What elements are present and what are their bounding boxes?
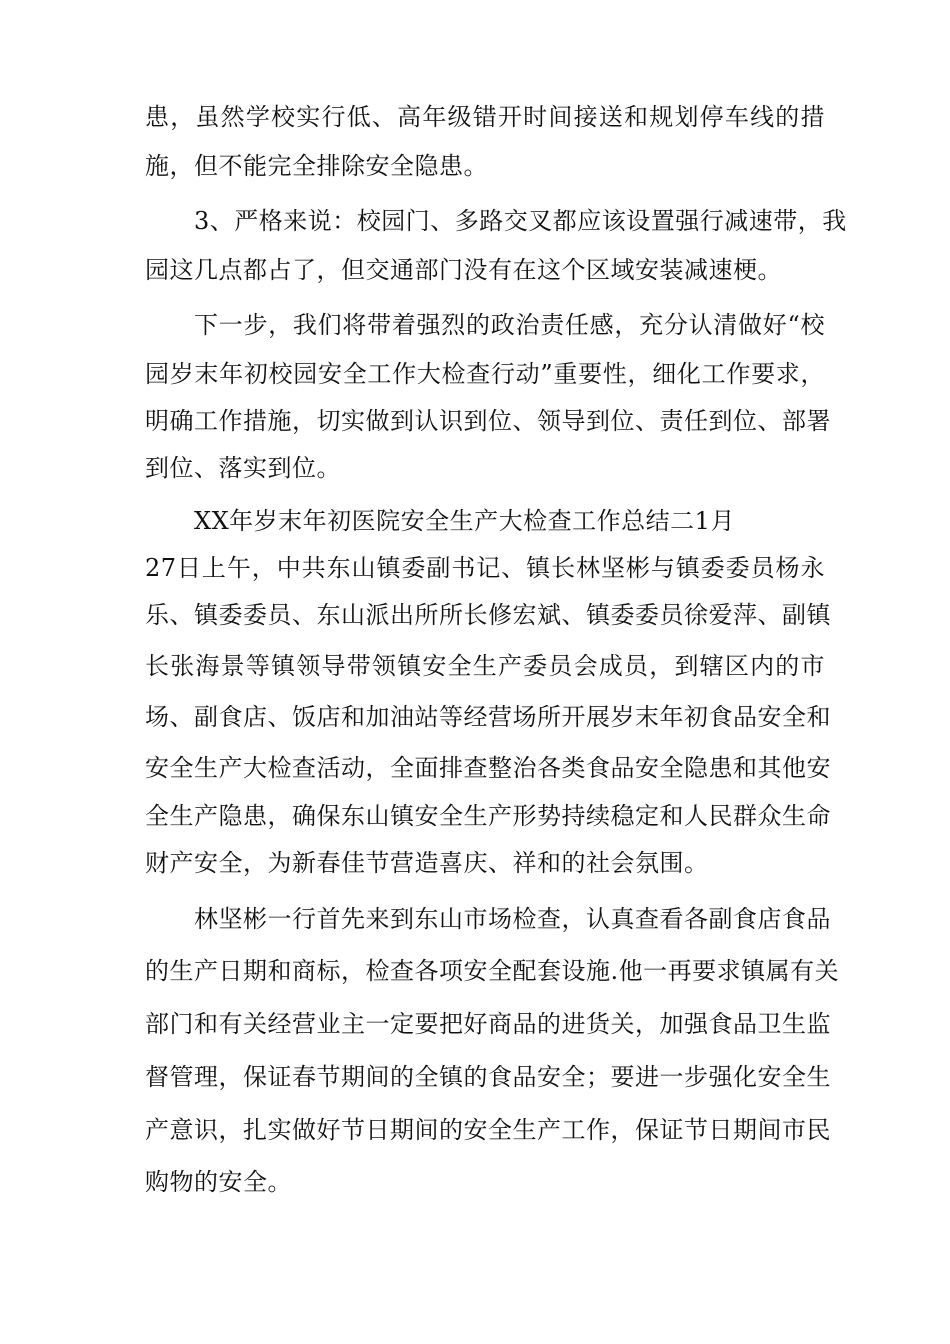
section-heading: XX年岁末年初医院安全生产大检查工作总结二1月 [194, 507, 735, 535]
text-line: 到位、落实到位。 [145, 454, 341, 482]
text-line: 患，虽然学校实行低、高年级错开时间接送和规划停车线的措 [145, 103, 825, 131]
text-line: 林坚彬一行首先来到东山市场检查，认真查看各副食店食品 [194, 905, 831, 933]
text-line: 财产安全，为新春佳节营造喜庆、祥和的社会氛围。 [145, 849, 709, 877]
text-line: 购物的安全。 [145, 1168, 292, 1196]
text-line: 产意识，扎实做好节日期间的安全生产工作，保证节日期间市民 [145, 1116, 831, 1144]
text-line: 部门和有关经营业主一定要把好商品的进货关，加强食品卫生监 [145, 1010, 831, 1038]
text-line: 安全生产大检查活动，全面排查整治各类食品安全隐患和其他安 [145, 754, 831, 782]
text-line: 下一步，我们将带着强烈的政治责任感，充分认清做好“校 [194, 311, 825, 339]
text-line: 施，但不能完全排除安全隐患。 [145, 152, 488, 180]
text-line: 的生产日期和商标，检查各项安全配套设施.他一再要求镇属有关 [145, 957, 840, 985]
text-line: 园岁末年初校园安全工作大检查行动”重要性，细化工作要求， [145, 360, 825, 388]
text-line: 乐、镇委委员、东山派出所所长修宏斌、镇委委员徐爱萍、副镇 [145, 601, 831, 629]
text-line: 27日上午，中共东山镇委副书记、镇长林坚彬与镇委委员杨永 [145, 554, 825, 582]
text-line: 督管理，保证春节期间的全镇的食品安全；要进一步强化安全生 [145, 1063, 831, 1091]
text-line: 场、副食店、饭店和加油站等经营场所开展岁末年初食品安全和 [145, 703, 831, 731]
text-line: 园这几点都占了，但交通部门没有在这个区域安装减速梗。 [145, 256, 782, 284]
text-line: 3、严格来说：校园门、多路交叉都应该设置强行减速带，我 [194, 207, 847, 235]
text-line: 明确工作措施，切实做到认识到位、领导到位、责任到位、部署 [145, 407, 831, 435]
text-line: 长张海景等镇领导带领镇安全生产委员会成员，到辖区内的市 [145, 652, 825, 680]
text-line: 全生产隐患，确保东山镇安全生产形势持续稳定和人民群众生命 [145, 802, 831, 830]
